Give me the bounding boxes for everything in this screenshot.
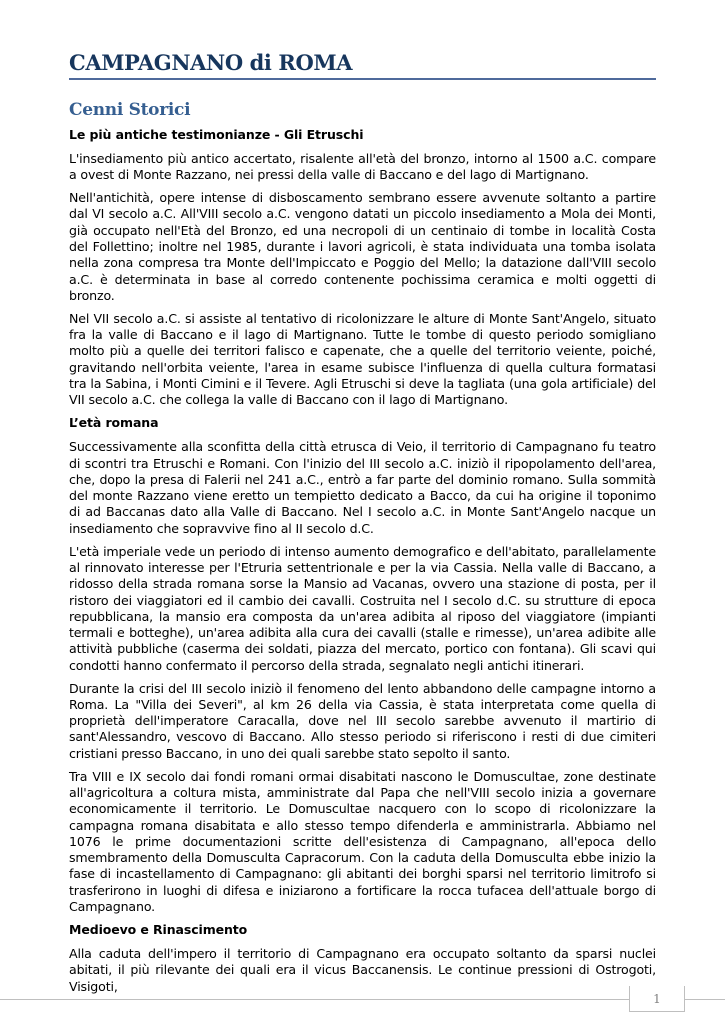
- subheading-medioevo: Medioevo e Rinascimento: [69, 921, 248, 937]
- subheading-eta-romana: L’età romana: [69, 415, 159, 431]
- document-body: [69, 127, 656, 995]
- footer-divider: [0, 999, 725, 1000]
- document-title: CAMPAGNANO di ROMA: [69, 50, 656, 80]
- paragraph: Nell'antichità, opere intense di disboscamento sembrano essere avvenute soltanto a partire dal VI secolo a.C. All'VIII secolo a.C. vengono datati un piccolo insediamento a Mola dei Monti, già occupato nell'Età del Bronzo, ed una necropoli di un centinaio di tombe in località Costa del Follettino; inoltre nel 1985, durante i lavori agricoli, è stata individuata una tomba isolata nella zona compresa tra Monte dell'Impiccato e Poggio del Mello; la datazione dall'VIII secolo a.C. è determinata in base al corredo contenente pochissima ceramica e molti oggetti di bronzo.: [69, 190, 656, 303]
- paragraph: L'età imperiale vede un periodo di intenso aumento demografico e dell'abitato, parallelamente al rinnovato interesse per l'Etruria settentrionale e per la via Cassia. Nella valle di Baccano, a ridosso della strada romana sorse la Mansio ad Vacanas, ovvero una stazione di posta, per il ristoro dei viaggiatori ed il cambio dei cavalli. Costruita nel I secolo d.C. su strutture di epoca repubblicana, la mansio era composta da un'area adibita al riposo del viaggiatore (impianti termali e botteghe), un'area adibita alla cura dei cavalli (stalle e rimesse), un'area adibite alle attività pubbliche (caserma dei soldati, piazza del mercato, portico con fontana). Gli scavi qui condotti hanno confermato il percorso della strada, segnalato negli antichi itinerari.: [69, 543, 656, 673]
- paragraph: Alla caduta dell'impero il territorio di Campagnano era occupato soltanto da sparsi nuclei abitati, il più rilevante dei quali era il vicus Baccanensis. Le continue pressioni di Ostrogoti, Visigoti,: [69, 945, 656, 994]
- page-number: 1: [629, 986, 685, 1012]
- paragraph: Nel VII secolo a.C. si assiste al tentativo di ricolonizzare le alture di Monte Sant'Angelo, situato fra la valle di Baccano e il lago di Martignano. Tutte le tombe di questo periodo somigliano molto più a quelle dei territori falisco e capenate, che a quelle del territorio veiente, poiché, gravitando nell'orbita veiente, l'area in esame subisce l'influenza di quella cultura formatasi tra la Sabina, i Monti Cimini e il Tevere. Agli Etruschi si deve la tagliata (una gola artificiale) del VII secolo a.C. che collega la valle di Baccano con il lago di Martignano.: [69, 310, 656, 408]
- paragraph: L'insediamento più antico accertato, risalente all'età del bronzo, intorno al 1500 a.C. compare a ovest di Monte Razzano, nei pressi della valle di Baccano e del lago di Martignano.: [69, 151, 656, 183]
- subheading-etruschi: Le più antiche testimonianze - Gli Etruschi: [69, 127, 364, 142]
- paragraph: Tra VIII e IX secolo dai fondi romani ormai disabitati nascono le Domuscultae, zone destinate all'agricoltura a coltura mista, amministrate dal Papa che nell'VIII secolo inizia a governare economicamente il territorio. Le Domuscultae nacquero con lo scopo di ricolonizzare la campagna romana disabitata e allo stesso tempo difenderla e amministrarla. Abbiamo nel 1076 le prime documentazioni scritte dell'esistenza di Campagnano, all'epoca dello smembramento della Domusculta Capracorum. Con la caduta della Domusculta ebbe inizio la fase di incastellamento di Campagnano: gli abitanti dei borghi sparsi nel territorio limitrofo si trasferirono in luoghi di difesa e iniziarono a fortificare la rocca tufacea dell'attuale borgo di Campagnano.: [69, 768, 656, 915]
- section-title: Cenni Storici: [69, 100, 191, 120]
- document-page: [69, 50, 656, 1001]
- paragraph: Durante la crisi del III secolo iniziò il fenomeno del lento abbandono delle campagne intorno a Roma. La "Villa dei Severi", al km 26 della via Cassia, è stata interpretata come quella di proprietà dell'imperatore Caracalla, dove nel III secolo sarebbe avvenuto il martirio di sant'Alessandro, vescovo di Baccano. Allo stesso periodo si riferiscono i resti di due cimiteri cristiani presso Baccano, in uno dei quali sarebbe stato sepolto il santo.: [69, 680, 656, 761]
- paragraph: Successivamente alla sconfitta della città etrusca di Veio, il territorio di Campagnano fu teatro di scontri tra Etruschi e Romani. Con l'inizio del III secolo a.C. iniziò il ripopolamento dell'area, che, dopo la presa di Falerii nel 241 a.C., entrò a far parte del dominio romano. Sulla sommità del monte Razzano viene eretto un tempietto dedicato a Bacco, da cui ha origine il toponimo di ad Baccanas dato alla Valle di Baccano. Nel I secolo a.C. in Monte Sant'Angelo nacque un insediamento che sopravvive fino al II secolo d.C.: [69, 439, 656, 536]
